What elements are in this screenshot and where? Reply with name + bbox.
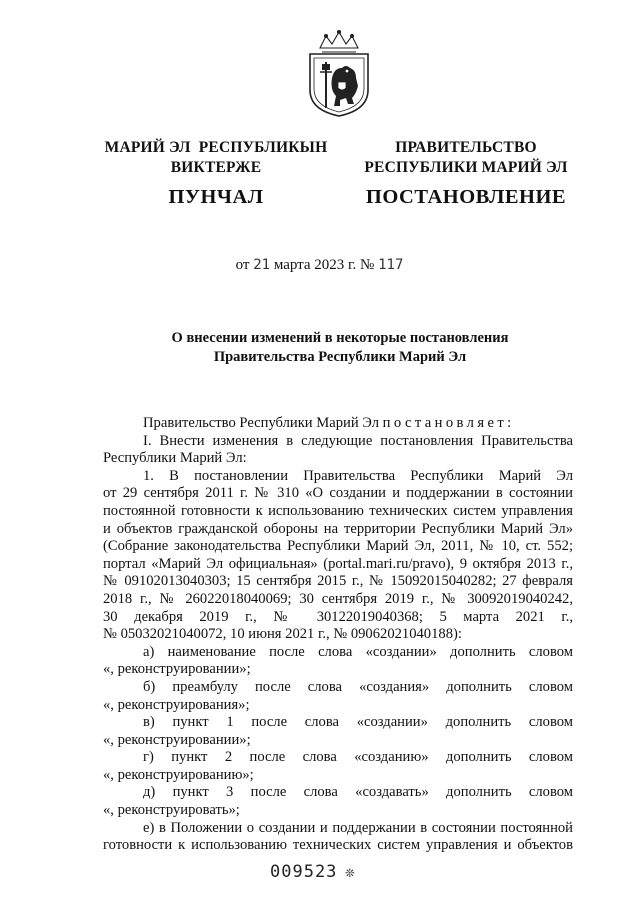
body-line: и объектов гражданской обороны на территории Республики Марий Эл» bbox=[103, 520, 573, 537]
body-line: 2018 г., № 26022018040069; 30 сентября 2019 г., № 30092019040242, bbox=[103, 590, 573, 607]
serial-stamp bbox=[270, 862, 355, 882]
body-line: «, реконструировать»; bbox=[103, 802, 240, 819]
body-line: № 09102013040303; 15 сентября 2015 г., № 15092015040282; 27 февраля bbox=[103, 573, 573, 590]
body-line: от 29 сентября 2011 г. № 310 «О создании и поддержании в состоянии bbox=[103, 485, 573, 502]
body-line: б) преамбулу после слова «создания» дополнить словом bbox=[143, 678, 573, 695]
body-line: (Собрание законодательства Республики Марий Эл, 2011, № 10, ст. 552; bbox=[103, 538, 573, 555]
body-line: «, реконструированию»; bbox=[103, 766, 254, 783]
coat-of-arms-icon bbox=[302, 28, 376, 118]
body-intro bbox=[103, 415, 573, 433]
dateline-prefix: от bbox=[235, 257, 250, 273]
body-line: д) пункт 3 после слова «создавать» дополнить словом bbox=[143, 784, 573, 801]
body-line: «, реконструировании»; bbox=[103, 731, 251, 748]
header-right-line2: РЕСПУБЛИКИ МАРИЙ ЭЛ bbox=[364, 159, 568, 176]
stamp-mark-icon: ❊ bbox=[345, 863, 356, 881]
document-title bbox=[100, 329, 580, 367]
body-line: № 05032021040072, 10 июня 2021 г., № 09062021040188): bbox=[103, 626, 462, 643]
body-line: «, реконструирования»; bbox=[103, 696, 250, 713]
serial-number: 009523 bbox=[270, 862, 338, 882]
dateline-month-year: марта 2023 г. № bbox=[273, 257, 375, 273]
header-left-block bbox=[82, 138, 350, 210]
document-dateline bbox=[0, 257, 639, 274]
body-line: «, реконструировании»; bbox=[103, 661, 251, 678]
dateline-number: 117 bbox=[378, 257, 404, 273]
intro-text: Правительство Республики Марий Эл bbox=[143, 415, 380, 431]
body-line: I. Внести изменения в следующие постановления Правительства bbox=[143, 432, 573, 449]
header-left-line2: ВИКТЕРЖЕ bbox=[170, 159, 262, 176]
title-line-1: О внесении изменений в некоторые постановления bbox=[171, 330, 509, 346]
body-line: в) пункт 1 после слова «создании» дополнить словом bbox=[143, 714, 573, 731]
header-right-doc-type: ПОСТАНОВЛЕНИЕ bbox=[365, 186, 567, 208]
header-left-line1: МАРИЙ ЭЛ РЕСПУБЛИКЫН bbox=[104, 139, 328, 156]
body-line: постоянной готовности к использованию технических систем управления bbox=[103, 502, 573, 519]
header-left-doc-type: ПУНЧАЛ bbox=[168, 186, 264, 208]
body-line: портал «Марий Эл официальная» (portal.mari.ru/pravo), 9 октября 2013 г., bbox=[103, 555, 573, 572]
body-line: 1. В постановлении Правительства Республики Марий Эл bbox=[143, 467, 573, 484]
body-line: г) пункт 2 после слова «созданию» дополнить словом bbox=[143, 749, 573, 766]
body-line: 30 декабря 2019 г., № 30122019040368; 5 марта 2021 г., bbox=[103, 608, 573, 625]
header-right-line1: ПРАВИТЕЛЬСТВО bbox=[395, 139, 537, 156]
body-line: готовности к использованию технических систем управления и объектов bbox=[103, 837, 573, 854]
body-line: е) в Положении о создании и поддержании в состоянии постоянной bbox=[143, 819, 573, 836]
title-line-2: Правительства Республики Марий Эл bbox=[213, 349, 467, 365]
dateline-day: 21 bbox=[253, 257, 271, 273]
header-right-block bbox=[340, 138, 592, 210]
document-body bbox=[103, 415, 573, 855]
body-line: а) наименование после слова «создании» дополнить словом bbox=[143, 643, 573, 660]
intro-verb: постановляет: bbox=[382, 415, 515, 431]
body-line: Республики Марий Эл: bbox=[103, 450, 247, 467]
